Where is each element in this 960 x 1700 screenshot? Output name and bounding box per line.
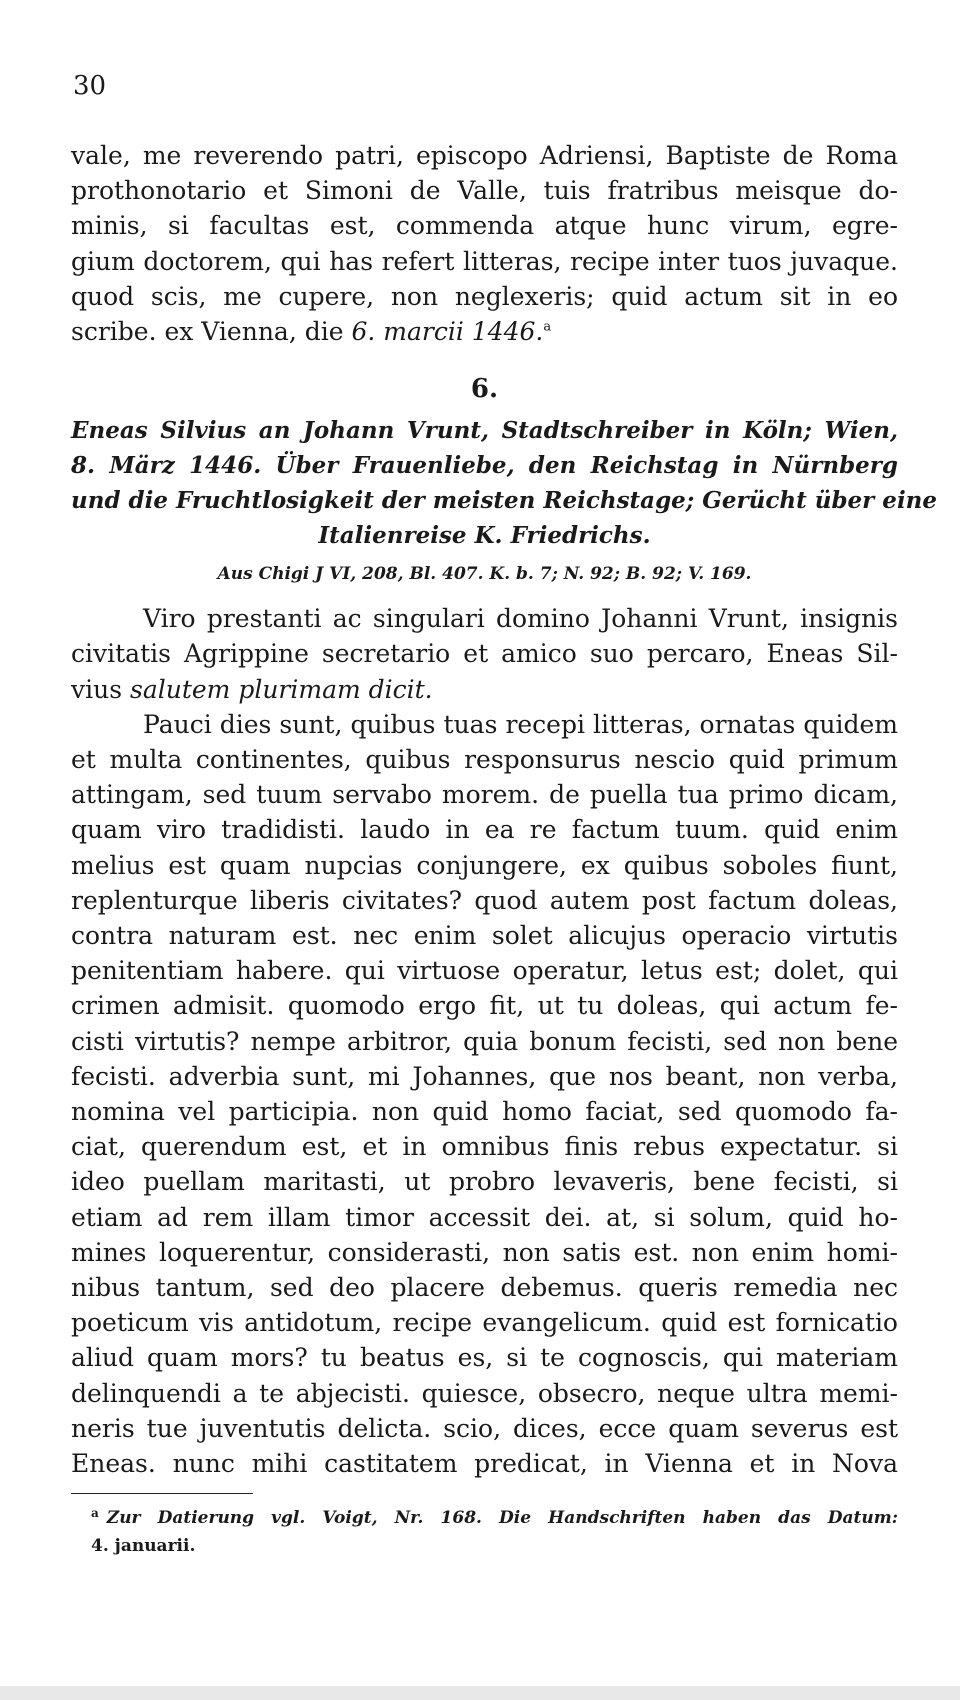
text-line: etiam ad rem illam timor accessit dei. at, si solum, quid ho-	[71, 1202, 898, 1232]
text-line: poeticum vis antidotum, recipe evangelicum. quid est fornicatio	[71, 1308, 898, 1338]
text-line: quam viro tradidisti. laudo in ea re factum tuum. quid enim	[71, 815, 898, 845]
salutation-start: vius	[71, 674, 130, 704]
text-line: ideo puellam maritasti, ut probro levaveris, bene fecisti, si	[71, 1167, 898, 1197]
page	[71, 70, 938, 1560]
text-line: contra naturam est. nec enim solet alicujus operacio virtutis	[71, 921, 898, 951]
heading-line: 8. März 1446. Über Frauenliebe, den Reichstag in Nürnberg	[71, 452, 898, 480]
footnote	[91, 1504, 898, 1560]
text-line: nomina vel participia. non quid homo faciat, sed quomodo fa-	[71, 1097, 898, 1127]
footnote-divider	[71, 1493, 253, 1494]
scan-edge	[0, 1686, 960, 1700]
text-line: delinquendi a te abjecisti. quiesce, obsecro, neque ultra memi-	[71, 1378, 898, 1408]
text-line: fecisti. adverbia sunt, mi Johannes, que nos beant, non verba,	[71, 1061, 898, 1091]
salutation-formula: salutem plurimam dicit.	[130, 674, 433, 704]
footnote-mark: a	[91, 1505, 99, 1520]
text-line: aliud quam mors? tu beatus es, si te cognoscis, qui materiam	[71, 1343, 898, 1373]
footnote-text: Zur Datierung vgl. Voigt, Nr. 168. Die Handschriften haben das Datum:	[106, 1508, 898, 1529]
text-line: mines loquerentur, considerasti, non satis est. non enim homi-	[71, 1237, 898, 1267]
text-line: Viro prestanti ac singulari domino Johanni Vrunt, insignis	[143, 604, 898, 634]
source-citation: Aus Chigi J VI, 208, Bl. 407. K. b. 7; N. 92; B. 92; V. 169.	[217, 564, 752, 585]
text-line: Pauci dies sunt, quibus tuas recepi litteras, ornatas quidem	[143, 709, 898, 739]
salutation-paragraph	[71, 601, 898, 707]
text-line: nibus tantum, sed deo placere debemus. queris remedia nec	[71, 1273, 898, 1303]
text-line	[71, 672, 898, 707]
section-number: 6.	[470, 374, 499, 405]
text-line: Eneas. nunc mihi castitatem predicat, in Vienna et in Nova	[71, 1449, 898, 1479]
footnote-line	[91, 1504, 898, 1532]
text-line: civitatis Agrippine secretario et amico suo percaro, Eneas Sil-	[71, 639, 898, 669]
opening-paragraph	[71, 138, 898, 349]
heading-line: und die Fruchtlosigkeit der meisten Reichstage; Gerücht über eine	[71, 487, 938, 515]
text-line: neris tue juventutis delicta. scio, dices, ecce quam severus est	[71, 1413, 898, 1443]
text-line: cisti virtutis? nempe arbitror, quia bonum fecisti, sed non bene	[71, 1026, 898, 1056]
footnote-reference: a	[543, 319, 552, 335]
heading-line: Eneas Silvius an Johann Vrunt, Stadtschreiber in Köln; Wien,	[71, 417, 898, 445]
footnote-line: 4. januarii.	[91, 1536, 196, 1557]
date-text: 6. marcii 1446.	[351, 317, 544, 347]
text-line: penitentiam habere. qui virtuose operatur, letus est; dolet, qui	[71, 956, 898, 986]
text-line: et multa continentes, quibus responsurus nescio quid primum	[71, 745, 898, 775]
text-line	[71, 314, 898, 349]
text-line: minis, si facultas est, commenda atque hunc virum, egre-	[71, 211, 898, 241]
closing-text: scribe. ex Vienna, die	[71, 317, 344, 347]
text-line: ciat, querendum est, et in omnibus finis rebus expectatur. si	[71, 1132, 898, 1162]
text-line: prothonotario et Simoni de Valle, tuis fratribus meisque do-	[71, 176, 898, 206]
letter-heading	[71, 413, 938, 553]
body-paragraph	[71, 707, 898, 1481]
text-line: melius est quam nupcias conjungere, ex quibus soboles fiunt,	[71, 850, 898, 880]
text-line: gium doctorem, qui has refert litteras, recipe inter tuos juvaque.	[71, 246, 898, 276]
text-line: quod scis, me cupere, non neglexeris; quid actum sit in eo	[71, 281, 898, 311]
text-line: replenturque liberis civitates? quod autem post factum doleas,	[71, 885, 898, 915]
text-line: vale, me reverendo patri, episcopo Adriensi, Baptiste de Roma	[71, 141, 898, 170]
page-number: 30	[73, 71, 107, 101]
text-line: attingam, sed tuum servabo morem. de puella tua primo dicam,	[71, 780, 898, 810]
text-line: crimen admisit. quomodo ergo fit, ut tu doleas, qui actum fe-	[71, 991, 898, 1021]
heading-line: Italienreise K. Friedrichs.	[318, 522, 651, 550]
